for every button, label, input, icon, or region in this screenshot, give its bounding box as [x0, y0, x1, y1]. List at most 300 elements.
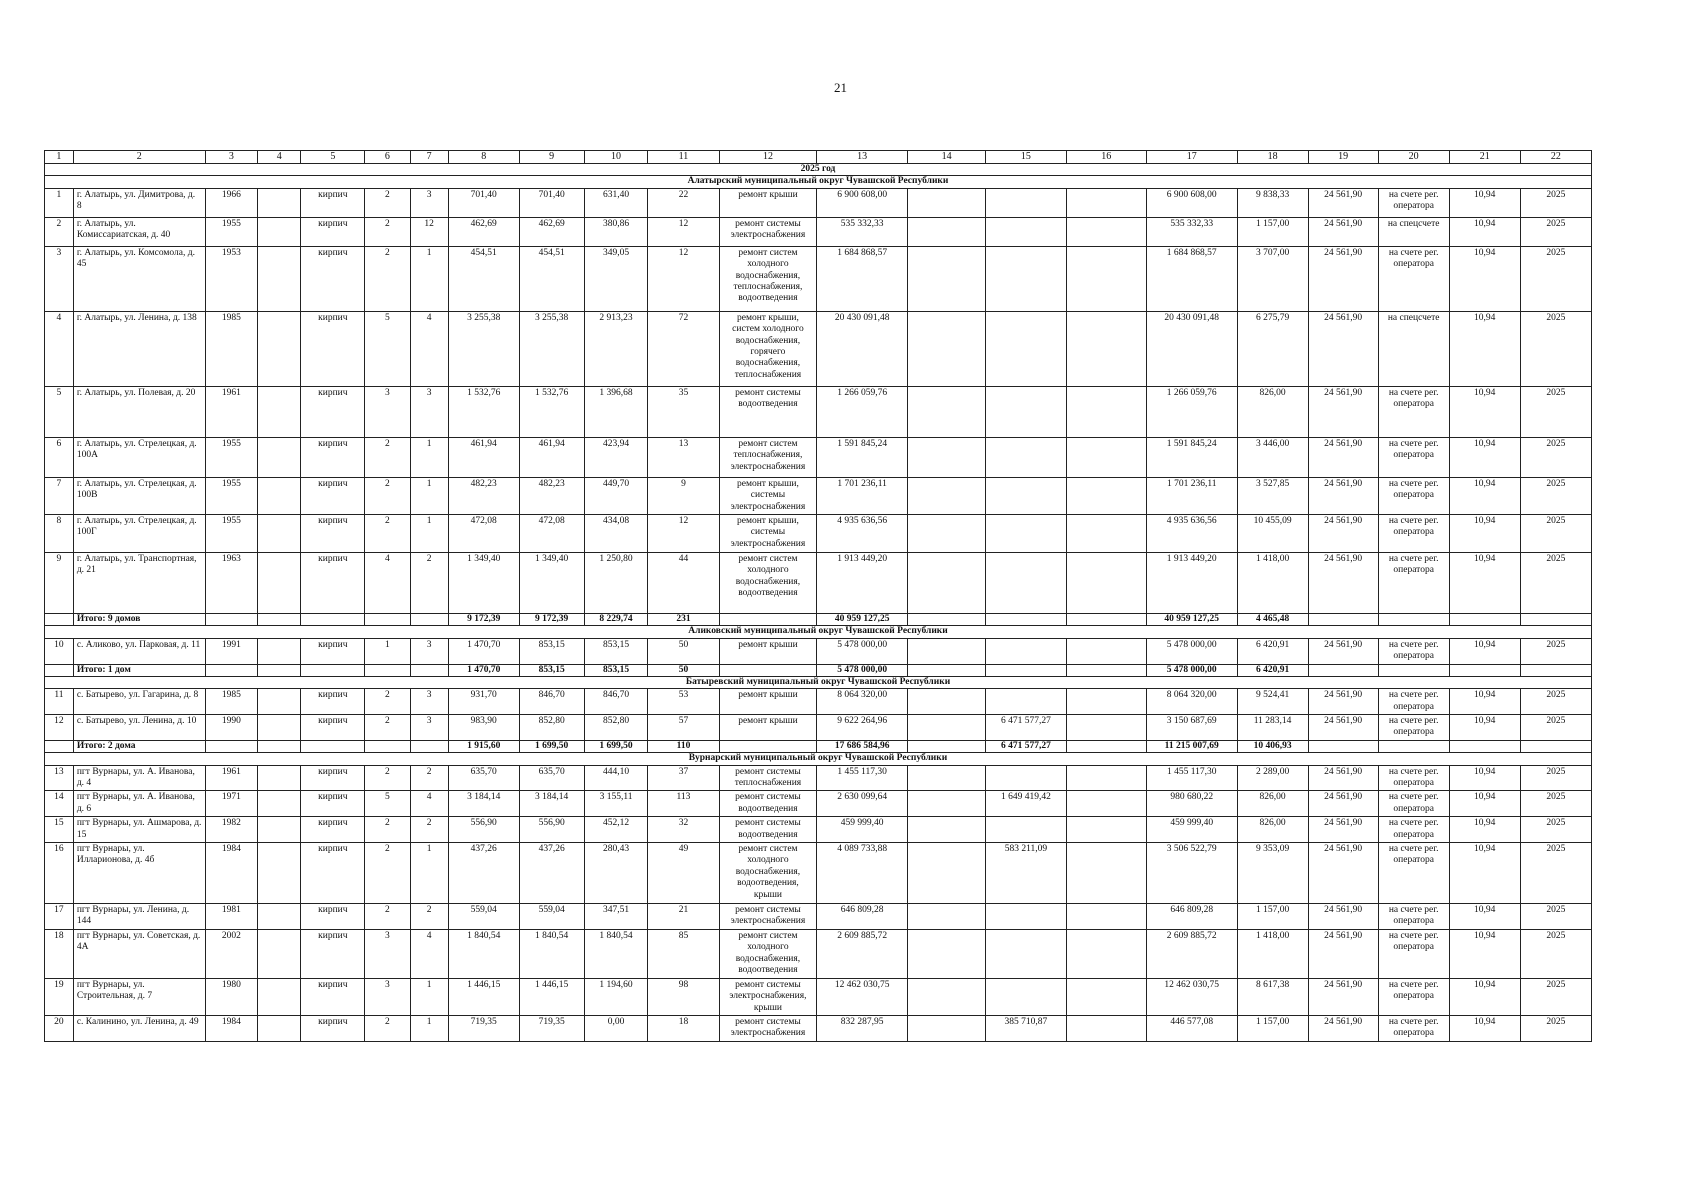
- wall-material: кирпич: [301, 903, 365, 929]
- column-number: 12: [719, 151, 817, 164]
- floors-count: 5: [365, 311, 410, 386]
- limit-cost: 24 561,90: [1308, 791, 1378, 817]
- owner-cost: 20 430 091,48: [1146, 311, 1237, 386]
- empty-cell: [1449, 613, 1520, 625]
- total-cost: 12 462 030,75: [817, 978, 908, 1015]
- column-number: 15: [986, 151, 1066, 164]
- floors-count: 2: [365, 1015, 410, 1041]
- empty-cell: [907, 664, 985, 676]
- empty-cell: [907, 386, 985, 437]
- unit-cost: 9 838,33: [1237, 188, 1308, 217]
- wall-material: кирпич: [301, 217, 365, 246]
- contribution-rate: 10,94: [1449, 246, 1520, 311]
- living-area: 461,94: [519, 437, 584, 477]
- owner-cost: 646 809,28: [1146, 903, 1237, 929]
- residential-area: 444,10: [584, 765, 648, 791]
- empty-cell: [410, 664, 448, 676]
- owner-cost: 1 701 236,11: [1146, 477, 1237, 514]
- total-cost: 17 686 584,96: [817, 740, 908, 752]
- empty-cell: [205, 740, 258, 752]
- completion-year: 2025: [1520, 929, 1591, 978]
- total-area: 472,08: [448, 514, 519, 552]
- wall-material: кирпич: [301, 929, 365, 978]
- empty-cell: [907, 613, 985, 625]
- empty-cell: [258, 552, 301, 613]
- empty-cell: [907, 929, 985, 978]
- column-number: 4: [258, 151, 301, 164]
- build-year: 2002: [205, 929, 258, 978]
- completion-year: 2025: [1520, 514, 1591, 552]
- living-area: 846,70: [519, 689, 584, 715]
- address-cell: г. Алатырь, ул. Транспортная, д. 21: [73, 552, 205, 613]
- total-area: 1 446,15: [448, 978, 519, 1015]
- empty-cell: [907, 765, 985, 791]
- build-year: 1991: [205, 638, 258, 664]
- wall-material: кирпич: [301, 246, 365, 311]
- table-row: [45, 715, 1592, 741]
- repair-works: ремонт системы водоотведения: [719, 791, 817, 817]
- contribution-rate: 10,94: [1449, 903, 1520, 929]
- fund-method: на счете рег. оператора: [1378, 689, 1449, 715]
- fund-method: на счете рег. оператора: [1378, 978, 1449, 1015]
- address-cell: пгт Вурнары, ул. Илларионова, д. 4б: [73, 842, 205, 903]
- empty-cell: [258, 765, 301, 791]
- entrances-count: 4: [410, 791, 448, 817]
- total-row: [45, 613, 1592, 625]
- limit-cost: 24 561,90: [1308, 217, 1378, 246]
- empty-cell: [45, 613, 74, 625]
- owner-cost: 1 684 868,57: [1146, 246, 1237, 311]
- floors-count: 2: [365, 715, 410, 741]
- owner-cost: 8 064 320,00: [1146, 689, 1237, 715]
- fund-cost: [986, 664, 1066, 676]
- empty-cell: [258, 311, 301, 386]
- entrances-count: 1: [410, 477, 448, 514]
- empty-cell: [1066, 664, 1146, 676]
- table-row: [45, 929, 1592, 978]
- fund-method: на счете рег. оператора: [1378, 477, 1449, 514]
- total-area: 1 470,70: [448, 638, 519, 664]
- empty-cell: [1520, 613, 1591, 625]
- row-number: 3: [45, 246, 74, 311]
- build-year: 1985: [205, 689, 258, 715]
- residential-area: 631,40: [584, 188, 648, 217]
- unit-cost: 826,00: [1237, 817, 1308, 843]
- repair-works: ремонт систем холодного водоснабжения, водоотведения: [719, 929, 817, 978]
- address-cell: г. Алатырь, ул. Стрелецкая, д. 100В: [73, 477, 205, 514]
- owner-cost: 1 455 117,30: [1146, 765, 1237, 791]
- build-year: 1961: [205, 765, 258, 791]
- empty-cell: [907, 437, 985, 477]
- fund-method: на счете рег. оператора: [1378, 791, 1449, 817]
- fund-cost: 6 471 577,27: [986, 715, 1066, 741]
- residents-count: 12: [648, 246, 719, 311]
- residents-count: 22: [648, 188, 719, 217]
- entrances-count: 3: [410, 638, 448, 664]
- completion-year: 2025: [1520, 638, 1591, 664]
- fund-method: на спецсчете: [1378, 311, 1449, 386]
- total-cost: 1 701 236,11: [817, 477, 908, 514]
- address-cell: г. Алатырь, ул. Комсомола, д. 45: [73, 246, 205, 311]
- owner-cost: 1 913 449,20: [1146, 552, 1237, 613]
- total-area: 931,70: [448, 689, 519, 715]
- total-cost: 4 935 636,56: [817, 514, 908, 552]
- empty-cell: [1066, 188, 1146, 217]
- contribution-rate: 10,94: [1449, 514, 1520, 552]
- floors-count: 2: [365, 817, 410, 843]
- build-year: 1985: [205, 311, 258, 386]
- address-cell: с. Батырево, ул. Ленина, д. 10: [73, 715, 205, 741]
- total-cost: 459 999,40: [817, 817, 908, 843]
- repair-works: ремонт крыши, системы электроснабжения: [719, 477, 817, 514]
- fund-method: на счете рег. оператора: [1378, 386, 1449, 437]
- fund-cost: [986, 817, 1066, 843]
- fund-cost: [986, 217, 1066, 246]
- contribution-rate: 10,94: [1449, 638, 1520, 664]
- residential-area: 434,08: [584, 514, 648, 552]
- capital-repair-register-table: [44, 150, 1592, 1042]
- limit-cost: 24 561,90: [1308, 1015, 1378, 1041]
- empty-cell: [301, 664, 365, 676]
- wall-material: кирпич: [301, 817, 365, 843]
- empty-cell: [907, 217, 985, 246]
- empty-cell: [907, 477, 985, 514]
- living-area: 9 172,39: [519, 613, 584, 625]
- empty-cell: [907, 188, 985, 217]
- table-row: [45, 791, 1592, 817]
- table-row: [45, 978, 1592, 1015]
- contribution-rate: 10,94: [1449, 978, 1520, 1015]
- row-number: 17: [45, 903, 74, 929]
- column-number: 16: [1066, 151, 1146, 164]
- residents-count: 13: [648, 437, 719, 477]
- table-row: [45, 903, 1592, 929]
- empty-cell: [258, 638, 301, 664]
- empty-cell: [205, 613, 258, 625]
- total-cost: 1 591 845,24: [817, 437, 908, 477]
- address-cell: с. Калинино, ул. Ленина, д. 49: [73, 1015, 205, 1041]
- column-number: 20: [1378, 151, 1449, 164]
- column-number: 8: [448, 151, 519, 164]
- limit-cost: 24 561,90: [1308, 817, 1378, 843]
- floors-count: 3: [365, 929, 410, 978]
- table-row: [45, 817, 1592, 843]
- floors-count: 3: [365, 978, 410, 1015]
- district-title: Аликовский муниципальный округ Чувашской Республики: [45, 626, 1592, 638]
- owner-cost: 1 591 845,24: [1146, 437, 1237, 477]
- unit-cost: 826,00: [1237, 386, 1308, 437]
- owner-cost: 12 462 030,75: [1146, 978, 1237, 1015]
- table-row: [45, 217, 1592, 246]
- empty-cell: [45, 740, 74, 752]
- residential-area: 280,43: [584, 842, 648, 903]
- contribution-rate: 10,94: [1449, 217, 1520, 246]
- owner-cost: 459 999,40: [1146, 817, 1237, 843]
- address-cell: г. Алатырь, ул. Стрелецкая, д. 100Г: [73, 514, 205, 552]
- repair-works: ремонт систем холодного водоснабжения, теплоснабжения, водоотведения: [719, 246, 817, 311]
- fund-cost: [986, 246, 1066, 311]
- empty-cell: [258, 514, 301, 552]
- completion-year: 2025: [1520, 246, 1591, 311]
- total-area: 9 172,39: [448, 613, 519, 625]
- residential-area: 853,15: [584, 638, 648, 664]
- district-header-row: [45, 753, 1592, 765]
- total-area: 1 532,76: [448, 386, 519, 437]
- row-number: 14: [45, 791, 74, 817]
- empty-cell: [907, 1015, 985, 1041]
- empty-cell: [1066, 217, 1146, 246]
- living-area: 3 255,38: [519, 311, 584, 386]
- fund-method: на счете рег. оператора: [1378, 903, 1449, 929]
- row-number: 11: [45, 689, 74, 715]
- entrances-count: 1: [410, 1015, 448, 1041]
- empty-cell: [301, 740, 365, 752]
- build-year: 1990: [205, 715, 258, 741]
- fund-method: на счете рег. оператора: [1378, 638, 1449, 664]
- column-number: 3: [205, 151, 258, 164]
- entrances-count: 2: [410, 903, 448, 929]
- empty-cell: [258, 929, 301, 978]
- living-area: 556,90: [519, 817, 584, 843]
- column-number-row: [45, 151, 1592, 164]
- living-area: 1 840,54: [519, 929, 584, 978]
- empty-cell: [907, 689, 985, 715]
- residential-area: 3 155,11: [584, 791, 648, 817]
- wall-material: кирпич: [301, 437, 365, 477]
- unit-cost: 4 465,48: [1237, 613, 1308, 625]
- row-number: 15: [45, 817, 74, 843]
- residents-count: 231: [648, 613, 719, 625]
- contribution-rate: 10,94: [1449, 188, 1520, 217]
- build-year: 1980: [205, 978, 258, 1015]
- address-cell: пгт Вурнары, ул. А. Иванова, д. 6: [73, 791, 205, 817]
- fund-method: на счете рег. оператора: [1378, 817, 1449, 843]
- build-year: 1955: [205, 514, 258, 552]
- build-year: 1961: [205, 386, 258, 437]
- wall-material: кирпич: [301, 386, 365, 437]
- total-cost: 4 089 733,88: [817, 842, 908, 903]
- owner-cost: 5 478 000,00: [1146, 638, 1237, 664]
- contribution-rate: 10,94: [1449, 552, 1520, 613]
- row-number: 8: [45, 514, 74, 552]
- living-area: 853,15: [519, 638, 584, 664]
- completion-year: 2025: [1520, 311, 1591, 386]
- living-area: 472,08: [519, 514, 584, 552]
- total-cost: 832 287,95: [817, 1015, 908, 1041]
- fund-cost: [986, 765, 1066, 791]
- empty-cell: [205, 664, 258, 676]
- empty-cell: [365, 740, 410, 752]
- limit-cost: 24 561,90: [1308, 903, 1378, 929]
- total-area: 556,90: [448, 817, 519, 843]
- fund-cost: [986, 552, 1066, 613]
- repair-works: ремонт крыши: [719, 715, 817, 741]
- entrances-count: 1: [410, 514, 448, 552]
- residents-count: 57: [648, 715, 719, 741]
- empty-cell: [1520, 740, 1591, 752]
- column-number: 9: [519, 151, 584, 164]
- total-area: 437,26: [448, 842, 519, 903]
- living-area: 701,40: [519, 188, 584, 217]
- empty-cell: [1308, 613, 1378, 625]
- district-header-row: [45, 676, 1592, 688]
- owner-cost: 3 506 522,79: [1146, 842, 1237, 903]
- column-number: 5: [301, 151, 365, 164]
- limit-cost: 24 561,90: [1308, 188, 1378, 217]
- total-area: 719,35: [448, 1015, 519, 1041]
- floors-count: 2: [365, 477, 410, 514]
- row-number: 18: [45, 929, 74, 978]
- residents-count: 44: [648, 552, 719, 613]
- unit-cost: 8 617,38: [1237, 978, 1308, 1015]
- row-number: 20: [45, 1015, 74, 1041]
- row-number: 10: [45, 638, 74, 664]
- wall-material: кирпич: [301, 638, 365, 664]
- total-cost: 9 622 264,96: [817, 715, 908, 741]
- address-cell: пгт Вурнары, ул. Ленина, д. 144: [73, 903, 205, 929]
- residential-area: 852,80: [584, 715, 648, 741]
- unit-cost: 10 406,93: [1237, 740, 1308, 752]
- owner-cost: 980 680,22: [1146, 791, 1237, 817]
- fund-cost: [986, 188, 1066, 217]
- contribution-rate: 10,94: [1449, 689, 1520, 715]
- total-area: 1 915,60: [448, 740, 519, 752]
- wall-material: кирпич: [301, 842, 365, 903]
- empty-cell: [907, 978, 985, 1015]
- wall-material: кирпич: [301, 552, 365, 613]
- column-number: 14: [907, 151, 985, 164]
- residential-area: 1 194,60: [584, 978, 648, 1015]
- living-area: 437,26: [519, 842, 584, 903]
- empty-cell: [45, 664, 74, 676]
- limit-cost: 24 561,90: [1308, 552, 1378, 613]
- entrances-count: 2: [410, 817, 448, 843]
- empty-cell: [258, 246, 301, 311]
- build-year: 1984: [205, 842, 258, 903]
- completion-year: 2025: [1520, 903, 1591, 929]
- table-row: [45, 1015, 1592, 1041]
- empty-cell: [1066, 842, 1146, 903]
- residents-count: 50: [648, 664, 719, 676]
- column-number: 19: [1308, 151, 1378, 164]
- empty-cell: [1066, 740, 1146, 752]
- living-area: 1 699,50: [519, 740, 584, 752]
- empty-cell: [258, 664, 301, 676]
- repair-works: ремонт систем холодного водоснабжения, водоотведения: [719, 552, 817, 613]
- unit-cost: 11 283,14: [1237, 715, 1308, 741]
- page-number: 21: [834, 80, 847, 95]
- empty-cell: [1308, 740, 1378, 752]
- limit-cost: 24 561,90: [1308, 386, 1378, 437]
- owner-cost: 6 900 608,00: [1146, 188, 1237, 217]
- residential-area: 8 229,74: [584, 613, 648, 625]
- table-row: [45, 638, 1592, 664]
- empty-cell: [258, 477, 301, 514]
- floors-count: 2: [365, 217, 410, 246]
- repair-works: ремонт системы электроснабжения: [719, 1015, 817, 1041]
- entrances-count: 3: [410, 386, 448, 437]
- residential-area: 846,70: [584, 689, 648, 715]
- repair-works: ремонт крыши, систем холодного водоснабжения, горячего водоснабжения, теплоснабжения: [719, 311, 817, 386]
- empty-cell: [258, 903, 301, 929]
- living-area: 1 532,76: [519, 386, 584, 437]
- floors-count: 2: [365, 437, 410, 477]
- living-area: 3 184,14: [519, 791, 584, 817]
- address-cell: г. Алатырь, ул. Ленина, д. 138: [73, 311, 205, 386]
- unit-cost: 1 157,00: [1237, 903, 1308, 929]
- contribution-rate: 10,94: [1449, 929, 1520, 978]
- residential-area: 423,94: [584, 437, 648, 477]
- build-year: 1953: [205, 246, 258, 311]
- empty-cell: [301, 613, 365, 625]
- contribution-rate: 10,94: [1449, 1015, 1520, 1041]
- contribution-rate: 10,94: [1449, 791, 1520, 817]
- residents-count: 72: [648, 311, 719, 386]
- living-area: 1 446,15: [519, 978, 584, 1015]
- total-row: [45, 664, 1592, 676]
- owner-cost: 3 150 687,69: [1146, 715, 1237, 741]
- contribution-rate: 10,94: [1449, 477, 1520, 514]
- wall-material: кирпич: [301, 188, 365, 217]
- total-cost: 2 630 099,64: [817, 791, 908, 817]
- total-area: 462,69: [448, 217, 519, 246]
- empty-cell: [719, 740, 817, 752]
- total-cost: 1 684 868,57: [817, 246, 908, 311]
- repair-works: ремонт систем теплоснабжения, электроснабжения: [719, 437, 817, 477]
- limit-cost: 24 561,90: [1308, 765, 1378, 791]
- entrances-count: 2: [410, 552, 448, 613]
- fund-cost: 1 649 419,42: [986, 791, 1066, 817]
- repair-works: ремонт крыши, системы электроснабжения: [719, 514, 817, 552]
- build-year: 1984: [205, 1015, 258, 1041]
- empty-cell: [1066, 477, 1146, 514]
- fund-cost: 583 211,09: [986, 842, 1066, 903]
- unit-cost: 1 157,00: [1237, 217, 1308, 246]
- fund-method: на счете рег. оператора: [1378, 929, 1449, 978]
- fund-cost: [986, 929, 1066, 978]
- residential-area: 449,70: [584, 477, 648, 514]
- fund-method: на счете рег. оператора: [1378, 715, 1449, 741]
- contribution-rate: 10,94: [1449, 817, 1520, 843]
- limit-cost: 24 561,90: [1308, 311, 1378, 386]
- floors-count: 2: [365, 765, 410, 791]
- total-area: 3 184,14: [448, 791, 519, 817]
- total-area: 482,23: [448, 477, 519, 514]
- unit-cost: 2 289,00: [1237, 765, 1308, 791]
- table-row: [45, 386, 1592, 437]
- address-cell: пгт Вурнары, ул. А. Иванова, д. 4: [73, 765, 205, 791]
- contribution-rate: 10,94: [1449, 386, 1520, 437]
- floors-count: 5: [365, 791, 410, 817]
- district-title: Батыревский муниципальный округ Чувашской Республики: [45, 676, 1592, 688]
- entrances-count: 3: [410, 188, 448, 217]
- row-number: 19: [45, 978, 74, 1015]
- completion-year: 2025: [1520, 217, 1591, 246]
- empty-cell: [410, 740, 448, 752]
- fund-cost: [986, 689, 1066, 715]
- residential-area: 349,05: [584, 246, 648, 311]
- row-number: 9: [45, 552, 74, 613]
- empty-cell: [258, 437, 301, 477]
- empty-cell: [1066, 437, 1146, 477]
- limit-cost: 24 561,90: [1308, 638, 1378, 664]
- table-row: [45, 311, 1592, 386]
- empty-cell: [719, 664, 817, 676]
- repair-works: ремонт системы теплоснабжения: [719, 765, 817, 791]
- address-cell: с. Аликово, ул. Парковая, д. 11: [73, 638, 205, 664]
- table-row: [45, 514, 1592, 552]
- owner-cost: 4 935 636,56: [1146, 514, 1237, 552]
